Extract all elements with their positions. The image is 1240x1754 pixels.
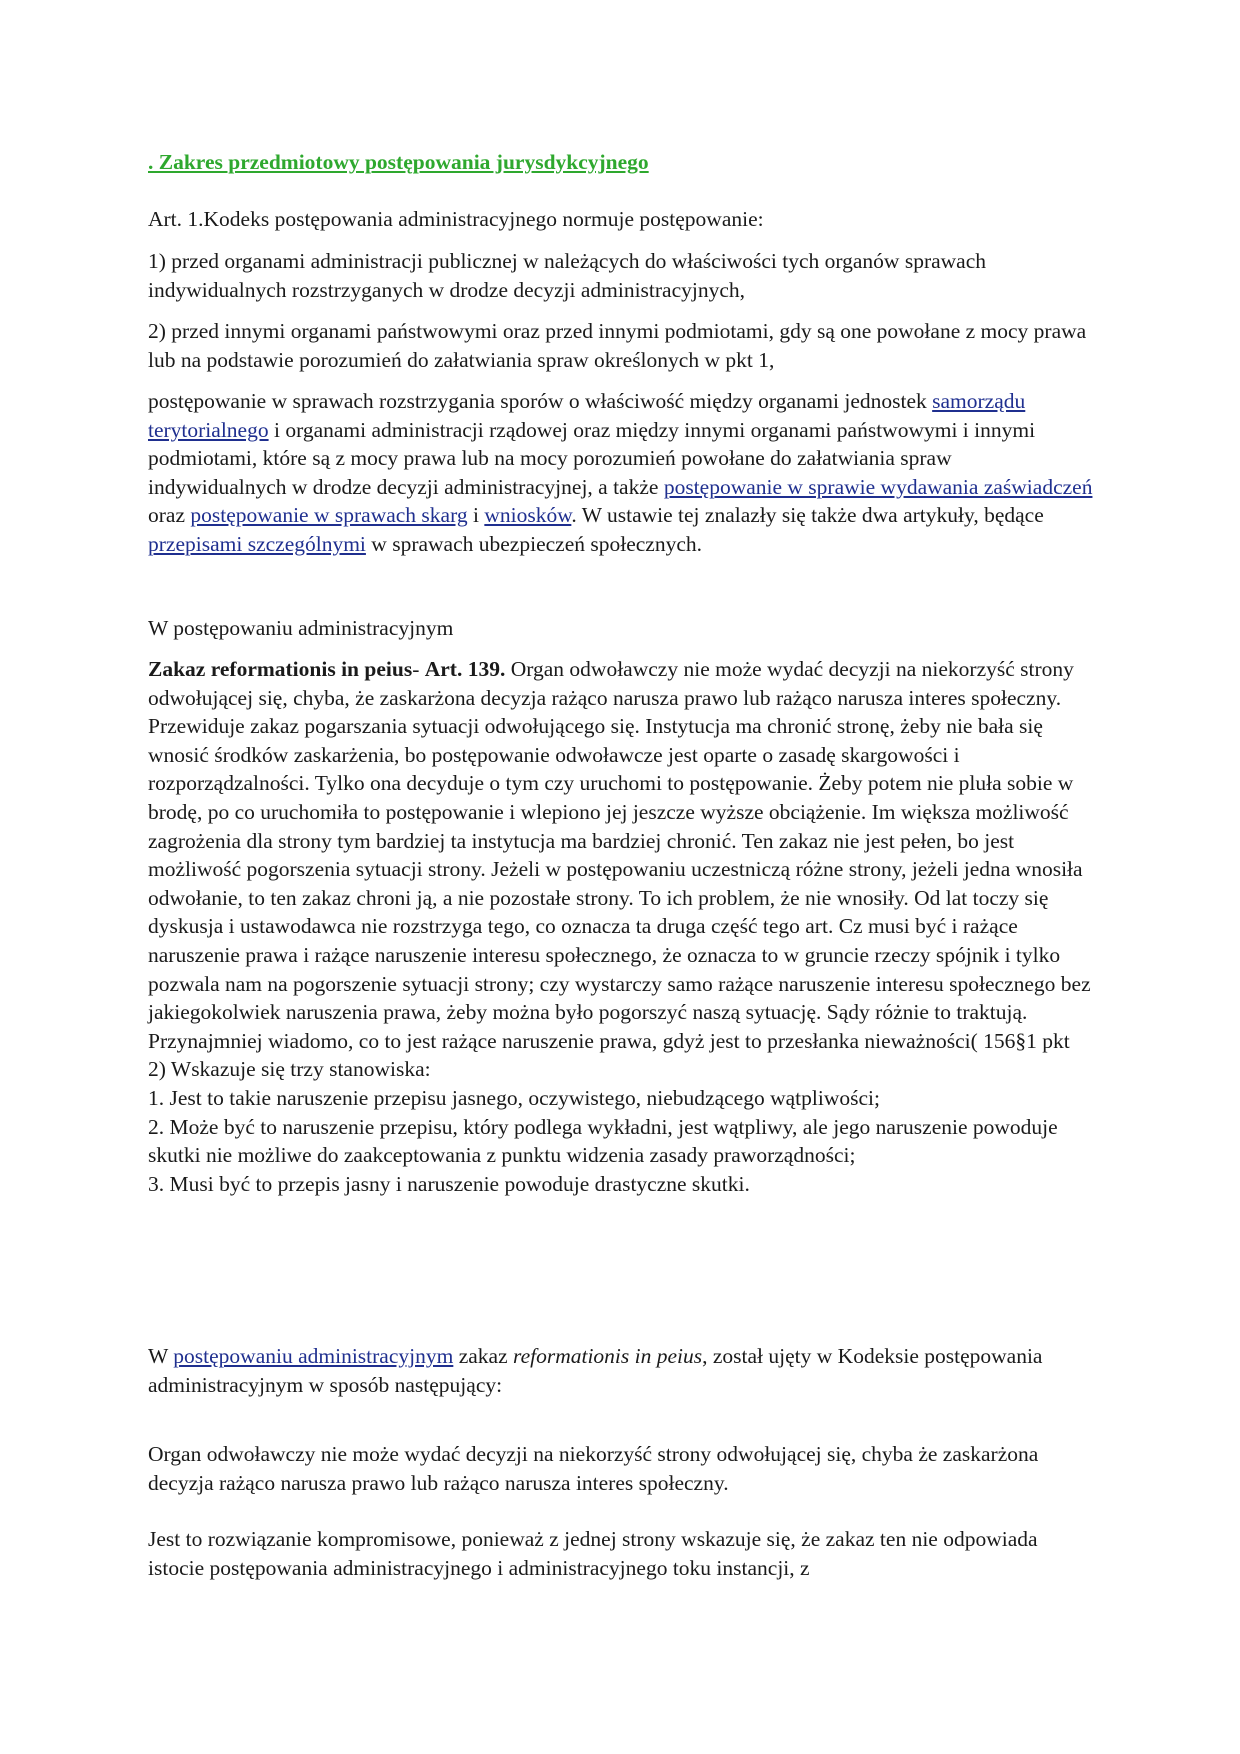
subheading-paragraph: W postępowaniu administracyjnym — [148, 616, 454, 640]
latin-term: reformationis in peius — [513, 1344, 703, 1368]
quote-paragraph: Organ odwoławczy nie może wydać decyzji na niekorzyść strony odwołującej się, chyba że zaskarżona decyzja rażąco narusza prawo lub rażąco narusza interes społeczny. — [148, 1442, 1039, 1495]
zakaz-paragraph — [148, 655, 1093, 712]
point2-paragraph: 2) przed innymi organami państwowymi oraz przed innymi podmiotami, gdy są one powołane z mocy prawa lub na podstawie porozumień do załatwiania spraw określonych w pkt 1, — [148, 319, 1087, 372]
link-zaswiadczenia[interactable]: postępowanie w sprawie wydawania zaświadczeń — [663, 474, 1093, 499]
zakaz-section — [148, 655, 1093, 1198]
section-heading: . Zakres przedmiotowy postępowania jurysdykcyjnego — [148, 150, 649, 174]
text: - — [412, 657, 425, 681]
text: zakaz — [453, 1344, 513, 1368]
text: oraz — [148, 503, 191, 528]
list-item: 2. Może być to naruszenie przepisu, który podlega wykładni, jest wątpliwy, ale jego naruszenie powoduje skutki nie możliwe do zaakceptowania z punktu widzenia zasady praworządności; — [148, 1114, 1058, 1168]
list-item: 1. Jest to takie naruszenie przepisu jasnego, oczywistego, niebudzącego wątpliwości; — [148, 1085, 880, 1110]
link-samorzad[interactable]: samorządu terytorialnego — [148, 389, 1026, 442]
article-number: Art. 139. — [424, 657, 506, 681]
link-postepowanie-administracyjne[interactable]: postępowaniu administracyjnym — [173, 1344, 454, 1368]
text: , został ujęty w Kodeksie postępowania administracyjnym w sposób następujący: — [148, 1344, 1043, 1397]
text: Organ odwoławczy nie może wydać decyzji na niekorzyść strony odwołującej się, chyba, że zaskarżona decyzja rażąco narusza prawo lub rażąco narusza interes społeczny. — [148, 657, 1074, 710]
zakaz-explanation: Przewiduje zakaz pogarszania sytuacji odwołującego się. Instytucja ma chronić stronę, żeby nie bała się wnosić środków zaskarżenia, bo postępowanie odwoławcze jest oparte o zasadę skargowości i rozporządzalności. Tylko ona decyduje o tym czy uruchomi to postępowanie. Żeby potem nie pluła sobie w brodę, po co uruchomiła to postępowanie i wlepiono jej jeszcze wyższe obciążenie. Im większa możliwość zagrożenia dla strony tym bardziej ta instytucja ma bardziej chronić. Ten zakaz nie jest pełen, bo jest możliwość pogorszenia sytuacji strony. Jeżeli w postępowaniu uczestniczą różne strony, jeżeli jedna wnosiła odwołanie, to ten zakaz chroni ją, a nie pozostałe strony. To ich problem, że nie wnosiły. Od lat toczy się dyskusja i ustawodawca nie rozstrzyga tego, co oznacza ta druga część tego art. Cz musi być i rażące naruszenie prawa i rażące naruszenie interesu społecznego, że oznacza to w gruncie rzeczy spójnik i tylko pozwala nam na pogorszenie sytuacji strony; czy wystarczy samo rażące naruszenie interesu społecznego bez jakiegokolwiek naruszenia prawa, żeby można było pogorszyć naszą sytuację. Sądy różnie to traktują. Przynajmniej wiadomo, co to jest rażące naruszenie prawa, gdyż jest to przesłanka nieważności( 156§1 pkt 2) Wskazuje się trzy stanowiska: — [148, 714, 1091, 1082]
text: i organami administracji rządowej oraz między innymi organami państwowymi i innymi podmiotami, które są z mocy prawa lub na mocy porozumień powołane do załatwiania spraw indywidualnych w drodze decyzji administracyjnej, a także — [148, 417, 1036, 499]
link-skargi[interactable]: postępowanie w sprawach skarg — [190, 503, 468, 528]
link-przepisy-szczegolne[interactable]: przepisami szczególnymi — [148, 531, 366, 556]
art1-paragraph: Art. 1.Kodeks postępowania administracyjnego normuje postępowanie: — [148, 207, 764, 231]
zakaz-title: Zakaz reformationis in peius — [148, 657, 413, 681]
text: . W ustawie tej znalazły się także dwa artykuły, będące — [571, 503, 1044, 528]
link-wnioski[interactable]: wniosków — [484, 503, 572, 528]
kpa-paragraph — [148, 1342, 1093, 1399]
final-paragraph: Jest to rozwiązanie kompromisowe, ponieważ z jednej strony wskazuje się, że zakaz ten nie odpowiada istocie postępowania administracyjnego i administracyjnego toku instancji, z — [148, 1527, 1038, 1580]
text: postępowanie w sprawach rozstrzygania sporów o właściwość między organami jednostek — [148, 389, 933, 413]
disputes-paragraph — [148, 387, 1093, 559]
text: W — [148, 1344, 174, 1368]
text: i — [467, 503, 485, 528]
point1-paragraph: 1) przed organami administracji publicznej w należących do właściwości tych organów sprawach indywidualnych rozstrzyganych w drodze decyzji administracyjnych, — [148, 249, 987, 302]
list-item: 3. Musi być to przepis jasny i naruszenie powoduje drastyczne skutki. — [148, 1171, 750, 1196]
text: w sprawach ubezpieczeń społecznych. — [365, 531, 702, 556]
